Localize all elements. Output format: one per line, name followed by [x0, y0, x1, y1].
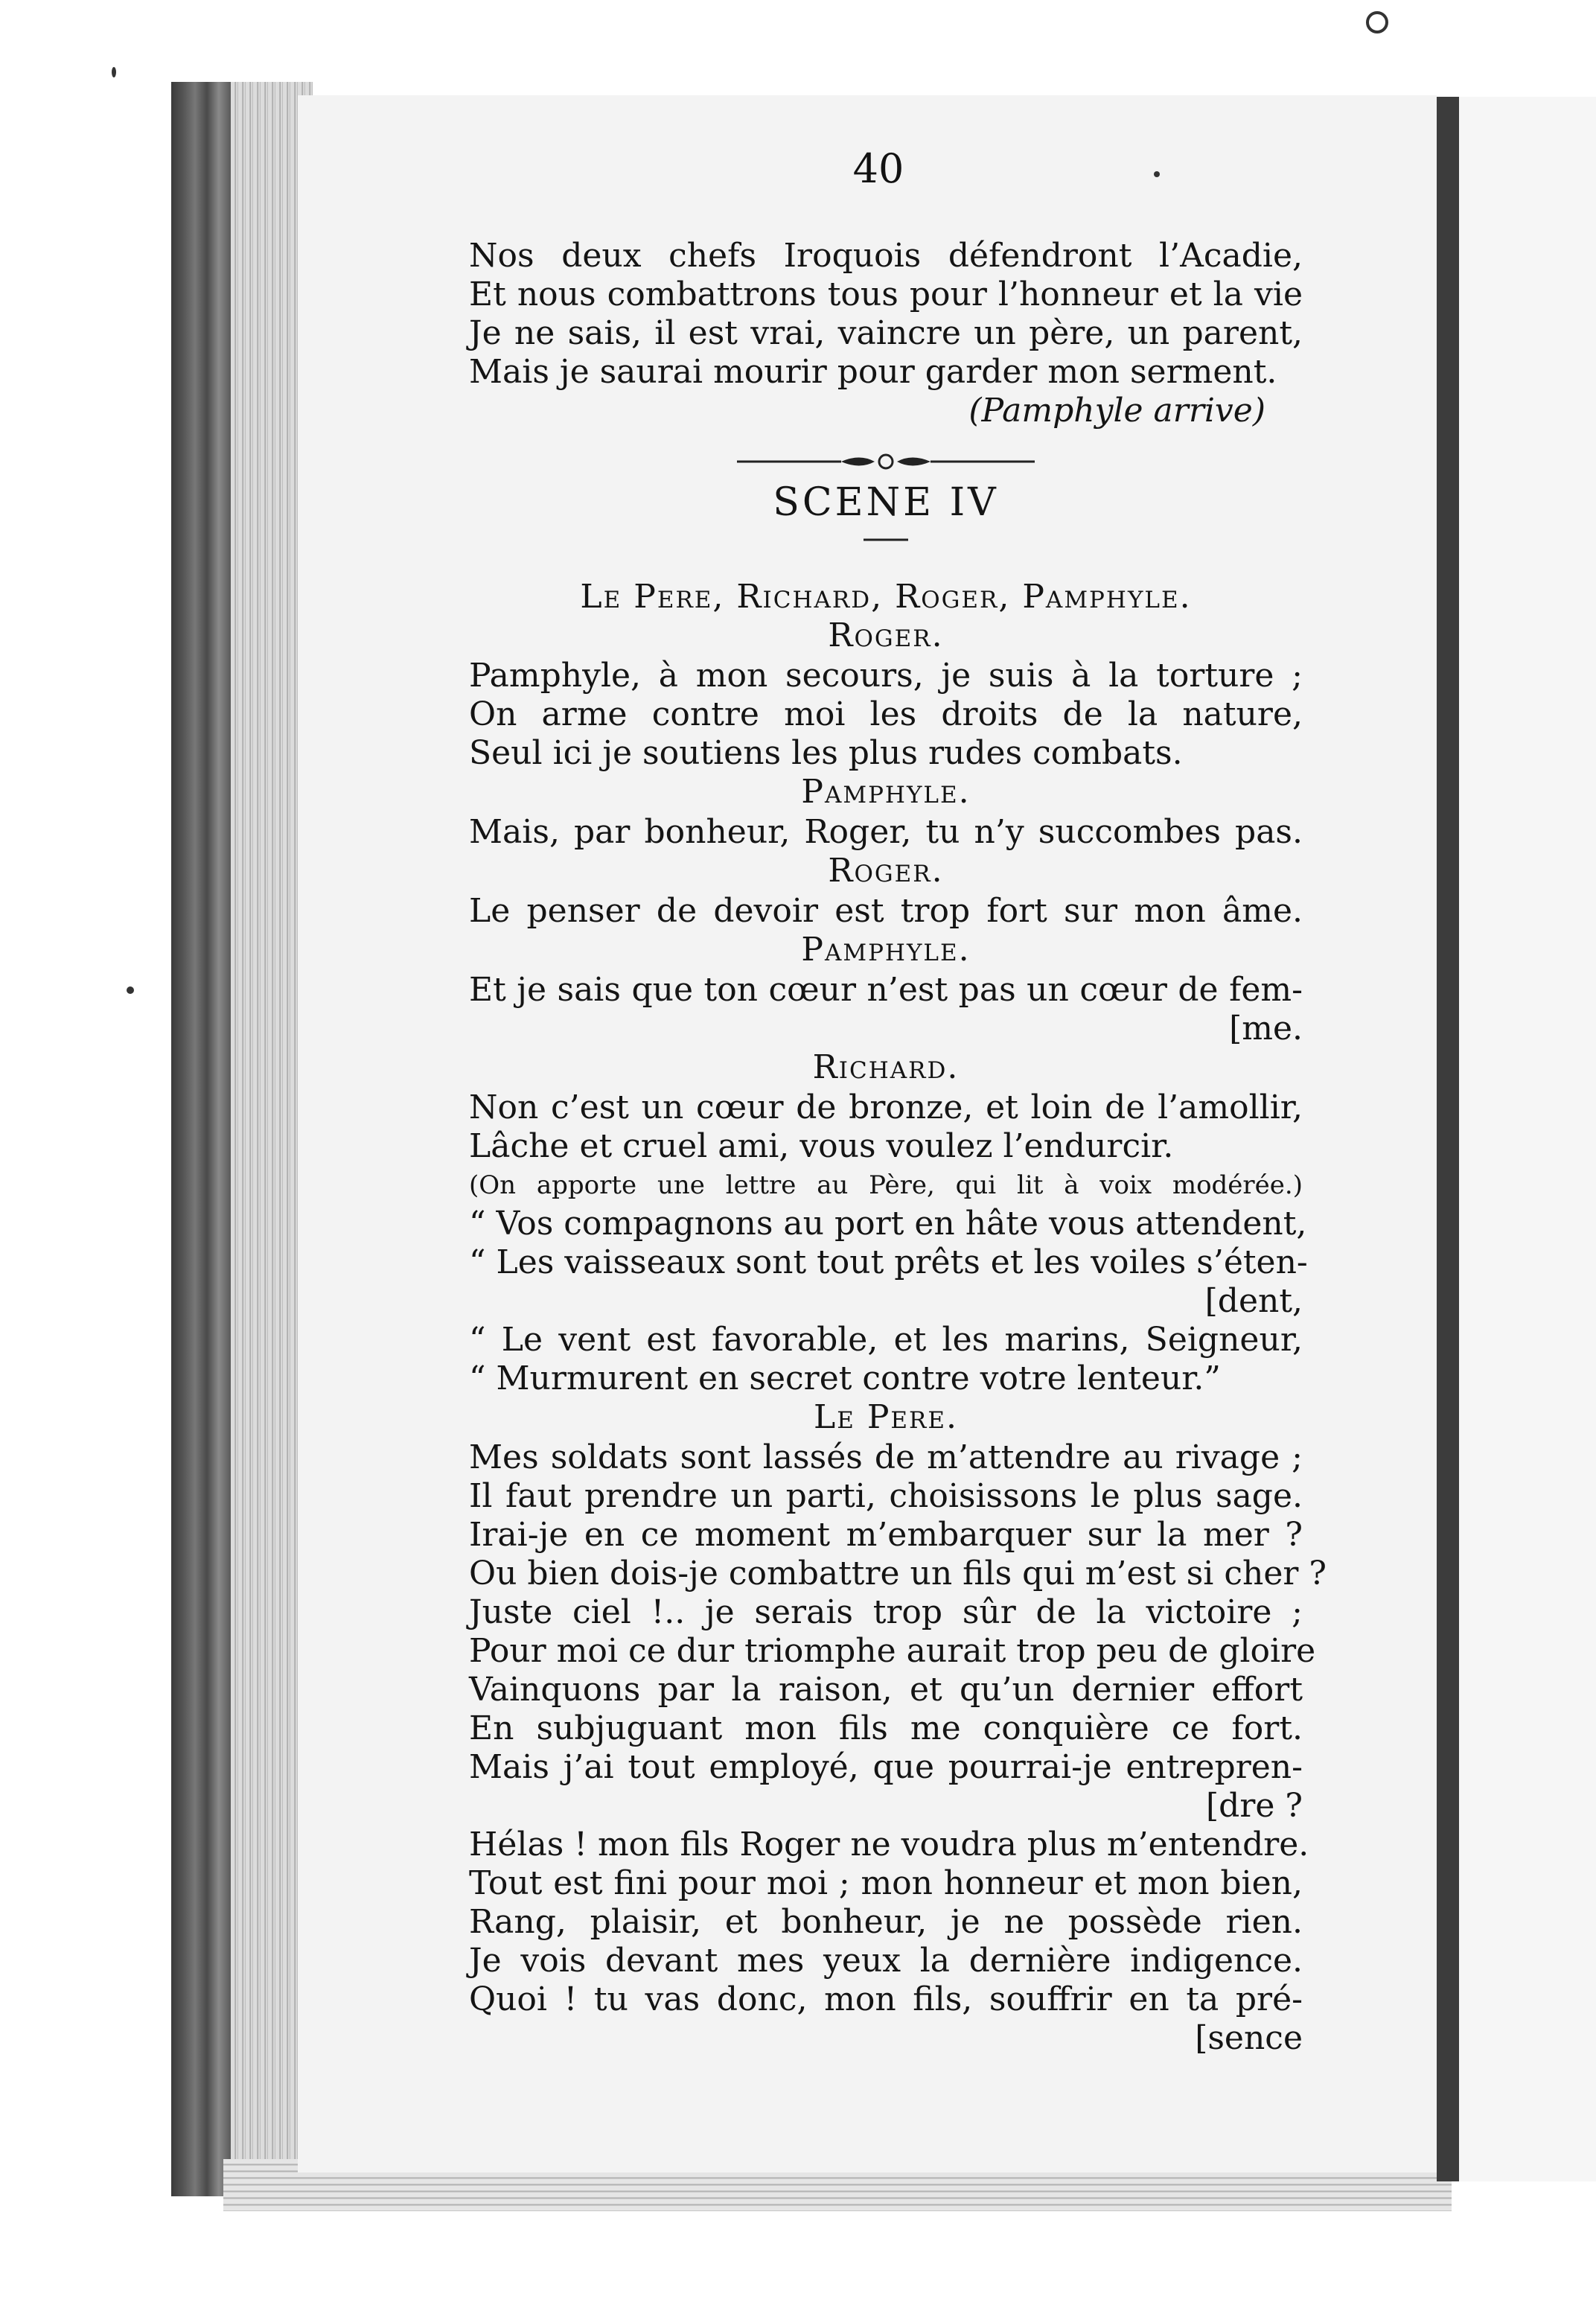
- scene-text: [469, 578, 1327, 2058]
- facing-page: [1459, 97, 1596, 2181]
- letter-line: “ Vos compagnons au port en hâte vous attendent,: [469, 1205, 1307, 1243]
- verse-line: Et je sais que ton cœur n’est pas un cœur de fem-: [469, 971, 1303, 1009]
- verse-line: Le penser de devoir est trop fort sur mon âme.: [469, 892, 1303, 930]
- verse-line: Non c’est un cœur de bronze, et loin de l’amollir,: [469, 1088, 1303, 1126]
- page-number: 40: [852, 145, 904, 192]
- speaker-name: Richard.: [812, 1048, 960, 1086]
- verse-line: Tout est fini pour moi ; mon honneur et mon bien,: [469, 1864, 1303, 1902]
- scan-speck: [127, 986, 134, 994]
- verse-line: On arme contre moi les droits de la nature,: [469, 695, 1303, 733]
- verse-continuation: [me.: [1229, 1010, 1303, 1048]
- letter-line: “ Les vaisseaux sont tout prêts et les voiles s’éten-: [469, 1243, 1308, 1281]
- verse-line: Mais je saurai mourir pour garder mon serment.: [469, 353, 1277, 391]
- scan-speck: [1366, 11, 1388, 34]
- verse-line: Vainquons par la raison, et qu’un dernier effort: [469, 1671, 1303, 1709]
- stage-direction: (On apporte une lettre au Père, qui lit à voix modérée.): [469, 1170, 1303, 1200]
- scan-speck: [112, 67, 116, 77]
- speaker-name: Roger.: [828, 852, 944, 890]
- verse-line: Quoi ! tu vas donc, mon fils, souffrir en ta pré-: [469, 1980, 1303, 2018]
- letter-line: “ Murmurent en secret contre votre lenteur.”: [469, 1359, 1221, 1397]
- verse-line: Rang, plaisir, et bonheur, je ne possède rien.: [469, 1903, 1303, 1941]
- verse-line: Mes soldats sont lassés de m’attendre au rivage ;: [469, 1438, 1303, 1476]
- stage-direction: (Pamphyle arrive): [968, 392, 1265, 430]
- verse-line: Mais, par bonheur, Roger, tu n’y succombes pas.: [469, 813, 1303, 851]
- verse-line: Mais j’ai tout employé, que pourrai-je entrepren-: [469, 1748, 1303, 1786]
- letter-line: “ Le vent est favorable, et les marins, Seigneur,: [469, 1321, 1303, 1359]
- scan-speck: [1154, 171, 1160, 177]
- opening-verse: [469, 237, 1303, 430]
- short-rule: [469, 529, 1303, 551]
- verse-line: Pamphyle, à mon secours, je suis à la torture ;: [469, 657, 1303, 695]
- scene-heading-block: [469, 447, 1303, 551]
- speaker-name: Roger.: [828, 616, 944, 654]
- verse-line: Et nous combattrons tous pour l’honneur et la vie: [469, 275, 1303, 313]
- verse-line: Irai-je en ce moment m’embarquer sur la mer ?: [469, 1516, 1303, 1554]
- verse-line: Hélas ! mon fils Roger ne voudra plus m’entendre.: [469, 1826, 1309, 1864]
- verse-continuation: [dre ?: [1206, 1787, 1303, 1825]
- verse-line: Je vois devant mes yeux la dernière indigence.: [469, 1942, 1303, 1980]
- verse-continuation: [sence: [1195, 2019, 1303, 2057]
- verse-line: Seul ici je soutiens les plus rudes combats.: [469, 734, 1183, 772]
- verse-line: Il faut prendre un parti, choisissons le plus sage.: [469, 1477, 1303, 1515]
- speaker-name: Le Pere.: [813, 1398, 959, 1436]
- cast-list: Le Pere, Richard, Roger, Pamphyle.: [580, 578, 1192, 616]
- ornament-divider: [469, 447, 1303, 476]
- verse-line: Ou bien dois-je combattre un fils qui m’est si cher ?: [469, 1555, 1327, 1593]
- verse-line: Juste ciel !.. je serais trop sûr de la victoire ;: [469, 1593, 1303, 1631]
- speaker-name: Pamphyle.: [801, 773, 971, 811]
- verse-line: Lâche et cruel ami, vous voulez l’endurcir.: [469, 1127, 1174, 1165]
- verse-continuation: [dent,: [1204, 1282, 1303, 1320]
- verse-line: Nos deux chefs Iroquois défendront l’Acadie,: [469, 237, 1303, 275]
- verse-line: Je ne sais, il est vrai, vaincre un père, un parent,: [469, 314, 1303, 352]
- verse-line: Pour moi ce dur triomphe aurait trop peu de gloire: [469, 1632, 1316, 1670]
- facing-page-edge: [1437, 97, 1459, 2181]
- scene-title: SCENE IV: [773, 480, 999, 525]
- verse-line: En subjuguant mon fils me conquière ce fort.: [469, 1709, 1303, 1747]
- book-spine-shadow: [171, 82, 231, 2196]
- speaker-name: Pamphyle.: [801, 931, 971, 969]
